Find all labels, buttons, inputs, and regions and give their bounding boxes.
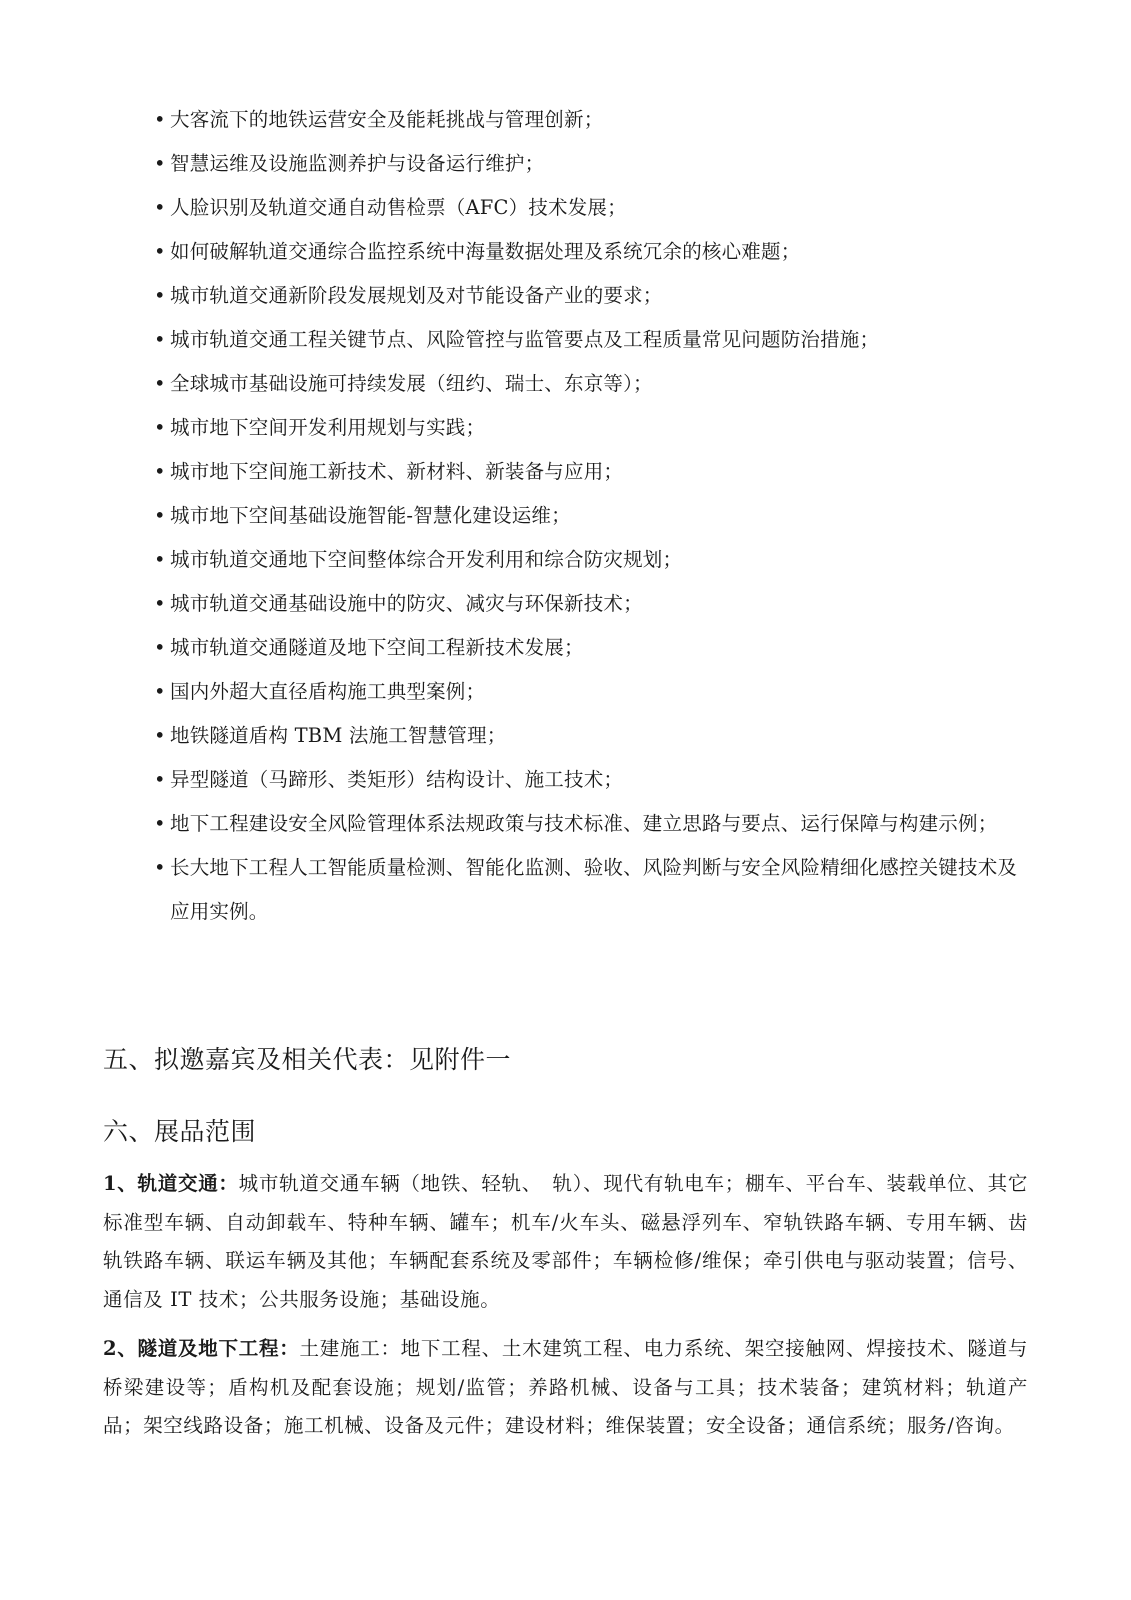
- topic-text: 城市轨道交通新阶段发展规划及对节能设备产业的要求；: [170, 284, 663, 307]
- topic-text: 城市轨道交通隧道及地下空间工程新技术发展；: [170, 636, 584, 659]
- topic-text: 智慧运维及设施监测养护与设备运行维护；: [170, 152, 545, 175]
- list-item: [150, 714, 1030, 758]
- list-item: [150, 406, 1030, 450]
- bullet-icon: •: [154, 768, 166, 791]
- topic-text: 大客流下的地铁运营安全及能耗挑战与管理创新；: [170, 108, 604, 131]
- paragraph-lead: 2、隧道及地下工程：: [103, 1337, 300, 1360]
- topic-text: 城市地下空间开发利用规划与实践；: [170, 416, 486, 439]
- bullet-icon: •: [154, 460, 166, 483]
- bullet-icon: •: [154, 108, 166, 131]
- list-item: [150, 626, 1030, 670]
- bullet-icon: •: [154, 592, 166, 615]
- list-item: [150, 98, 1030, 142]
- topic-text: 城市轨道交通工程关键节点、风险管控与监管要点及工程质量常见问题防治措施；: [170, 328, 880, 351]
- bullet-icon: •: [154, 812, 166, 835]
- topic-text: 长大地下工程人工智能质量检测、智能化监测、验收、风险判断与安全风险精细化感控关键技术及应用实例。: [170, 856, 1018, 923]
- bullet-icon: •: [154, 504, 166, 527]
- bullet-icon: •: [154, 856, 166, 879]
- list-item: [150, 274, 1030, 318]
- topic-text: 如何破解轨道交通综合监控系统中海量数据处理及系统冗余的核心难题；: [170, 240, 801, 263]
- topic-text: 全球城市基础设施可持续发展（纽约、瑞士、东京等）；: [170, 372, 653, 395]
- bullet-icon: •: [154, 548, 166, 571]
- section-heading-invited-guests: 五、拟邀嘉宾及相关代表：见附件一: [103, 1045, 512, 1074]
- list-item: [150, 494, 1030, 538]
- bullet-icon: •: [154, 416, 166, 439]
- bullet-icon: •: [154, 196, 166, 219]
- topic-text: 人脸识别及轨道交通自动售检票（AFC）技术发展；: [170, 196, 627, 219]
- topic-text: 地下工程建设安全风险管理体系法规政策与技术标准、建立思路与要点、运行保障与构建示例；: [170, 812, 998, 835]
- bullet-icon: •: [154, 152, 166, 175]
- list-item: [150, 142, 1030, 186]
- paragraph-body: 土建施工：地下工程、土木建筑工程、电力系统、架空接触网、焊接技术、隧道与桥梁建设等；盾构机及配套设施；规划/监管；养路机械、设备与工具；技术装备；建筑材料；轨道产品；架空线路设备；施工机械、设备及元件；建设材料；维保装置；安全设备；通信系统；服务/咨询。: [103, 1337, 1028, 1437]
- paragraph-tunnel-underground: [103, 1330, 1028, 1446]
- list-item: [150, 186, 1030, 230]
- list-item: [150, 670, 1030, 714]
- topic-list: [150, 98, 1030, 934]
- list-item: [150, 362, 1030, 406]
- topic-text: 国内外超大直径盾构施工典型案例；: [170, 680, 486, 703]
- list-item: [150, 582, 1030, 626]
- topic-text: 地铁隧道盾构 TBM 法施工智慧管理；: [170, 724, 507, 747]
- paragraph-rail-transit: [103, 1165, 1028, 1319]
- section-heading-exhibit-scope: 六、展品范围: [103, 1117, 257, 1146]
- list-item: [150, 538, 1030, 582]
- topic-text: 城市轨道交通地下空间整体综合开发利用和综合防灾规划；: [170, 548, 683, 571]
- bullet-icon: •: [154, 240, 166, 263]
- topic-text: 城市地下空间基础设施智能-智慧化建设运维；: [170, 504, 571, 527]
- list-item: [150, 802, 1030, 846]
- paragraph-body: 城市轨道交通车辆（地铁、轻轨、 轨）、现代有轨电车；棚车、平台车、装载单位、其它标准型车辆、自动卸载车、特种车辆、罐车；机车/火车头、磁悬浮列车、窄轨铁路车辆、专用车辆、齿轨铁路车辆、联运车辆及其他；车辆配套系统及零部件；车辆检修/维保；牵引供电与驱动装置；信号、通信及 IT 技术；公共服务设施；基础设施。: [103, 1172, 1028, 1311]
- topic-text: 城市轨道交通基础设施中的防灾、减灾与环保新技术；: [170, 592, 643, 615]
- bullet-icon: •: [154, 680, 166, 703]
- paragraph-lead: 1、轨道交通：: [103, 1172, 239, 1195]
- bullet-icon: •: [154, 328, 166, 351]
- bullet-icon: •: [154, 284, 166, 307]
- list-item: [150, 318, 1030, 362]
- bullet-icon: •: [154, 724, 166, 747]
- list-item: [150, 230, 1030, 274]
- bullet-icon: •: [154, 372, 166, 395]
- topic-text: 异型隧道（马蹄形、类矩形）结构设计、施工技术；: [170, 768, 624, 791]
- list-item: [150, 846, 1030, 934]
- list-item: [150, 450, 1030, 494]
- topic-text: 城市地下空间施工新技术、新材料、新装备与应用；: [170, 460, 624, 483]
- list-item: [150, 758, 1030, 802]
- bullet-icon: •: [154, 636, 166, 659]
